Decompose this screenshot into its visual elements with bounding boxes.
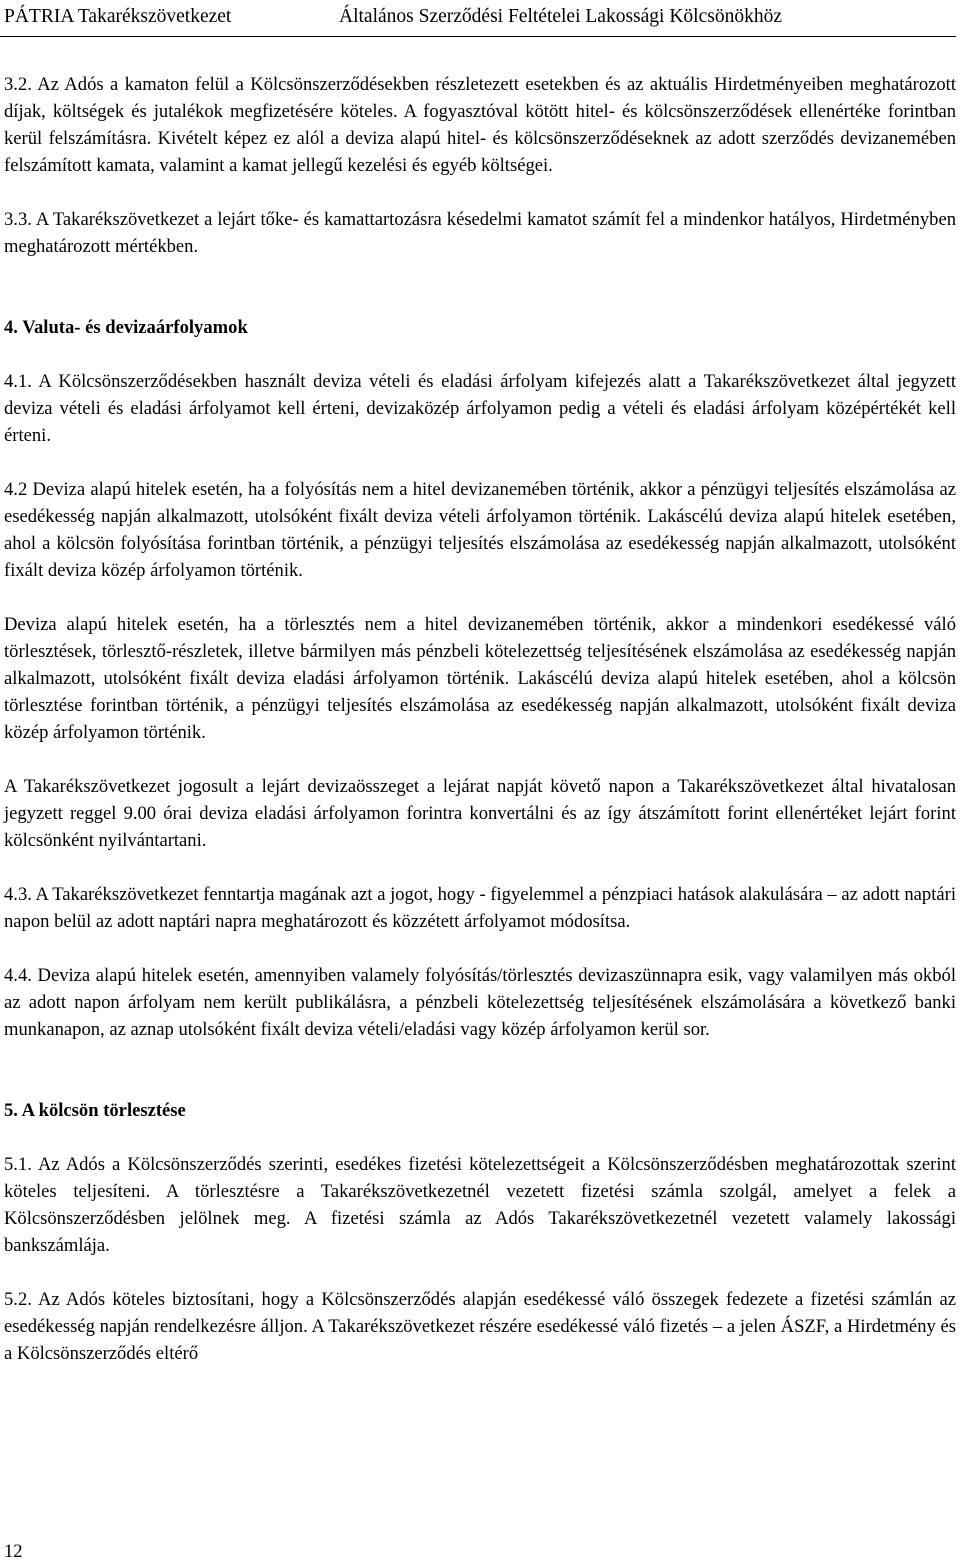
- header-rule: [0, 36, 956, 37]
- paragraph-3-2: 3.2. Az Adós a kamaton felül a Kölcsönszerződésekben részletezett esetekben és az aktuális Hirdetményeiben meghatározott díjak, költségek és jutalékok megfizetésére köteles. A fogyasztóval kötött hitel- és kölcsönszerződések ellenértéke forintban kerül felszámításra. Kivételt képez ez alól a deviza alapú hitel- és kölcsönszerződéseknek az adott szerződés devizanemében felszámított kamata, valamint a kamat jellegű kezelési és egyéb költségei.: [4, 74, 956, 176]
- header-document-title: Általános Szerződési Feltételei Lakossági Kölcsönökhöz: [339, 6, 782, 27]
- paragraph-4-1: 4.1. A Kölcsönszerződésekben használt deviza vételi és eladási árfolyam kifejezés alatt a Takarékszövetkezet által jegyzett deviza vételi és eladási árfolyamot kell érteni, devizaközép árfolyamon pedig a vételi és eladási árfolyam középértékét kell érteni.: [4, 371, 956, 446]
- paragraph-5-2: 5.2. Az Adós köteles biztosítani, hogy a Kölcsönszerződés alapján esedékessé váló összegek fedezete a fizetési számlán az esedékesség napján rendelkezésre álljon. A Takarékszövetkezet részére esedékessé váló fizetés – a jelen ÁSZF, a Hirdetmény és a Kölcsönszerződés eltérő: [4, 1289, 956, 1364]
- section-heading-4: 4. Valuta- és devizaárfolyamok: [4, 317, 248, 338]
- document-body: [4, 71, 956, 1367]
- paragraph-4-2-b: Deviza alapú hitelek esetén, ha a törlesztés nem a hitel devizanemében történik, akkor a mindenkori esedékessé váló törlesztések, törlesztő-részletek, illetve bármilyen más pénzbeli kötelezettség teljesítésének elszámolása az esedékesség napján alkalmazott, utolsóként fixált deviza eladási árfolyamon történik. Lakáscélú deviza alapú hitelek esetében, ahol a kölcsön törlesztése forintban történik, a pénzügyi teljesítés elszámolása az esedékesség napján alkalmazott, utolsóként fixált deviza közép árfolyamon történik.: [4, 614, 956, 743]
- page-number: 12: [4, 1541, 23, 1562]
- paragraph-4-2: 4.2 Deviza alapú hitelek esetén, ha a folyósítás nem a hitel devizanemében történik, akkor a pénzügyi teljesítés elszámolása az esedékesség napján alkalmazott, utolsóként fixált deviza vételi árfolyamon történik. Lakáscélú deviza alapú hitelek esetében, ahol a kölcsön folyósítása forintban történik, a pénzügyi teljesítés elszámolása az esedékesség napján alkalmazott, utolsóként fixált deviza közép árfolyamon történik.: [4, 479, 956, 581]
- paragraph-5-1: 5.1. Az Adós a Kölcsönszerződés szerinti, esedékes fizetési kötelezettségeit a Kölcsönszerződésben meghatározottak szerint köteles teljesíteni. A törlesztésre a Takarékszövetkezetnél vezetett fizetési számla szolgál, amelyet a felek a Kölcsönszerződésben jelölnek meg. A fizetési számla az Adós Takarékszövetkezetnél vezetett valamely lakossági bankszámlája.: [4, 1154, 956, 1256]
- header-institution: PÁTRIA Takarékszövetkezet: [4, 6, 232, 27]
- paragraph-4-4: 4.4. Deviza alapú hitelek esetén, amennyiben valamely folyósítás/törlesztés devizaszünnapra esik, vagy valamilyen más okból az adott napon árfolyam nem került publikálásra, a pénzbeli kötelezettség teljesítésének elszámolására a következő banki munkanapon, az aznap utolsóként fixált deviza vételi/eladási vagy közép árfolyamon kerül sor.: [4, 965, 956, 1040]
- section-heading-5: 5. A kölcsön törlesztése: [4, 1100, 186, 1121]
- page-header: [4, 4, 954, 30]
- paragraph-3-3: 3.3. A Takarékszövetkezet a lejárt tőke- és kamattartozásra késedelmi kamatot számít fel a mindenkor hatályos, Hirdetményben meghatározott mértékben.: [4, 209, 956, 257]
- paragraph-4-2-c: A Takarékszövetkezet jogosult a lejárt devizaösszeget a lejárat napját követő napon a Takarékszövetkezet által hivatalosan jegyzett reggel 9.00 órai deviza eladási árfolyamon forintra konvertálni és az így átszámított forint ellenértéket lejárt forint kölcsönként nyilvántartani.: [4, 776, 956, 851]
- paragraph-4-3: 4.3. A Takarékszövetkezet fenntartja magának azt a jogot, hogy - figyelemmel a pénzpiaci hatások alakulására – az adott naptári napon belül az adott naptári napra meghatározott és közzétett árfolyamot módosítsa.: [4, 884, 956, 932]
